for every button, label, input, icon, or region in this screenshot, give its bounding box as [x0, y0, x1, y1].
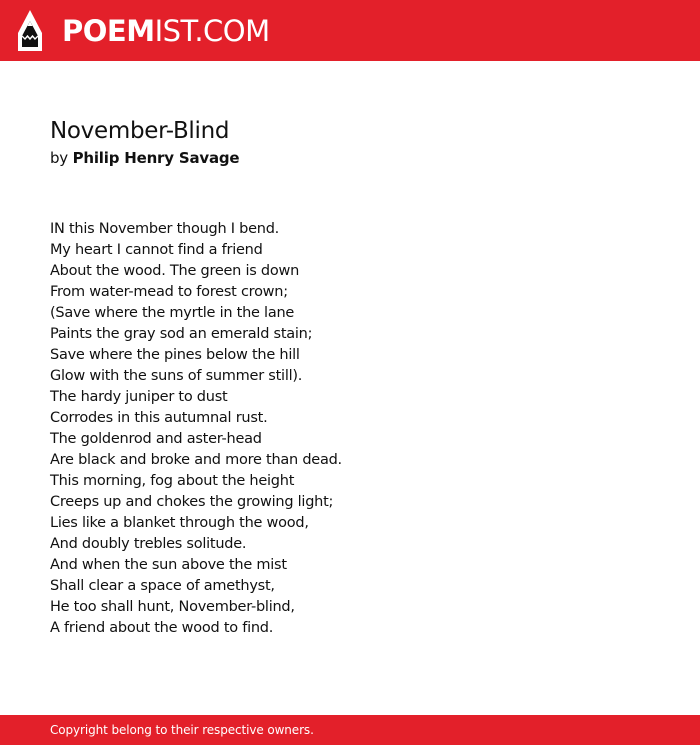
poem-line: A friend about the wood to find. — [50, 620, 274, 636]
logo-text-strong: POEM — [62, 13, 155, 48]
poem-line: Save where the pines below the hill — [50, 347, 300, 363]
site-header — [0, 0, 700, 61]
poem-line: Glow with the suns of summer still). — [50, 368, 303, 384]
poem-line: IN this November though I bend. — [50, 221, 280, 237]
poem-line: About the wood. The green is down — [50, 263, 300, 279]
logo-text-light: IST.COM — [154, 13, 270, 48]
pencil-icon[interactable] — [17, 9, 43, 52]
author-name: Philip Henry Savage — [72, 149, 240, 167]
poem-header — [50, 116, 650, 168]
poem-line: Paints the gray sod an emerald stain; — [50, 326, 313, 342]
byline — [50, 148, 650, 168]
poem-body — [50, 219, 650, 639]
poem-line: Creeps up and chokes the growing light; — [50, 494, 334, 510]
poem-line: And doubly trebles solitude. — [50, 536, 247, 552]
poem-line: Corrodes in this autumnal rust. — [50, 410, 268, 426]
poem-line: (Save where the myrtle in the lane — [50, 305, 295, 321]
poem-line: The hardy juniper to dust — [50, 389, 228, 405]
copyright-text: Copyright belong to their respective owners. — [50, 723, 314, 737]
site-footer — [0, 715, 700, 745]
site-logo[interactable] — [62, 13, 270, 49]
poem-line: From water-mead to forest crown; — [50, 284, 288, 300]
poem-line: My heart I cannot find a friend — [50, 242, 263, 258]
poem-line: Are black and broke and more than dead. — [50, 452, 342, 468]
poem-title: November-Blind — [50, 118, 230, 144]
poem-line: This morning, fog about the height — [50, 473, 295, 489]
poem-line: He too shall hunt, November-blind, — [50, 599, 295, 615]
byline-prefix: by — [50, 149, 68, 167]
poem-line: Shall clear a space of amethyst, — [50, 578, 275, 594]
poem-line: And when the sun above the mist — [50, 557, 287, 573]
poem-line: The goldenrod and aster-head — [50, 431, 262, 447]
poem-line: Lies like a blanket through the wood, — [50, 515, 309, 531]
